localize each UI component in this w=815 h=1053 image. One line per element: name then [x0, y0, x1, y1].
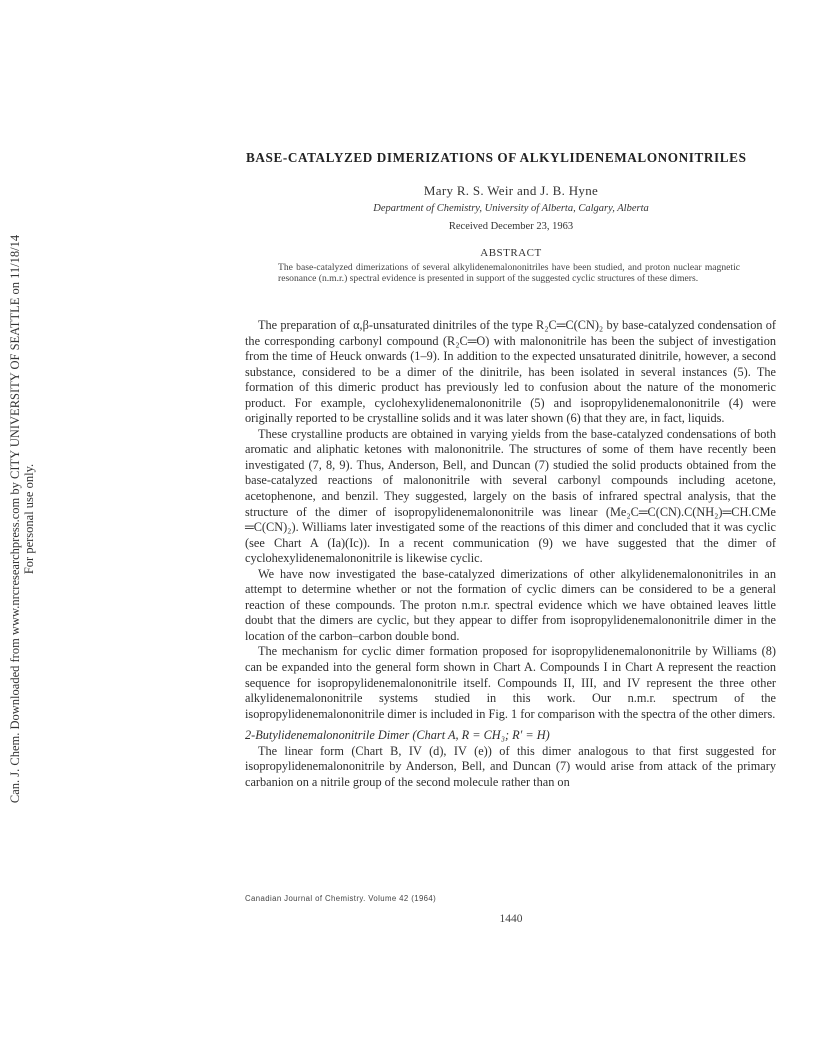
section-paragraph: The linear form (Chart B, IV (d), IV (e)) of this dimer analogous to that first suggested for isopropylidenemalononitrile by Anderson, Bell, and Duncan (7) would arise from attack of the primary carbanion on a nitrile group of the second molecule rather than on: [245, 743, 776, 789]
section-heading: 2-Butylidenemalononitrile Dimer (Chart A, R = CH₃; R′ = H): [245, 728, 550, 743]
abstract-heading: ABSTRACT: [480, 247, 542, 259]
download-stamp-line2: For personal use only.: [22, 463, 36, 575]
article-body: [245, 318, 776, 790]
page-number: 1440: [499, 913, 523, 925]
body-paragraph-1: The preparation of α,β-unsaturated dinitriles of the type R₂C═C(CN)₂ by base-catalyzed condensation of the corresponding carbonyl compound (R₂C═O) with malononitrile has been the subject of investigation from the time of Heuck onwards (1–9). In addition to the expected unsaturated dinitrile, however, a second substance, considered to be a dimer of the dinitrile, has been isolated in several instances (5). The formation of this dimeric product has previously led to confusion about the nature of the monomeric product. For example, cyclohexylidenemalononitrile (5) and isopropylidenemalononitrile (4) were originally reported to be crystalline solids and it was later shown (6) that they are, in fact, liquids.: [245, 318, 776, 426]
paper-title: BASE-CATALYZED DIMERIZATIONS OF ALKYLIDENEMALONONITRILES: [246, 150, 747, 165]
body-paragraph-4: The mechanism for cyclic dimer formation proposed for isopropylidenemalononitrile by Williams (8) can be expanded into the general form shown in Chart A. Compounds I in Chart A represent the reaction sequence for isopropylidenemalononitrile itself. Compounds II, III, and IV represent the three other alkylidenemalononitrile systems studied in this work. Our n.m.r. spectrum of the isopropylidenemalononitrile dimer is included in Fig. 1 for comparison with the spectra of the other dimers.: [245, 644, 776, 721]
affiliation: Department of Chemistry, University of Alberta, Calgary, Alberta: [373, 203, 649, 214]
received-date: Received December 23, 1963: [448, 221, 574, 232]
download-stamp: [8, 139, 36, 899]
journal-footer: Canadian Journal of Chemistry. Volume 42 (1964): [245, 894, 437, 903]
body-paragraph-3: We have now investigated the base-catalyzed dimerizations of other alkylidenemalononitriles in an attempt to determine whether or not the formation of cyclic dimers can be considered to be a general reaction of these compounds. The proton n.m.r. spectral evidence which we have obtained leaves little doubt that the dimers are cyclic, but they appear to differ from isopropylidenemalononitrile dimer in the location of the carbon–carbon double bond.: [245, 566, 776, 643]
download-stamp-line1: Can. J. Chem. Downloaded from www.nrcresearchpress.com by CITY UNIVERSITY OF SEATTLE on 11/18/14: [8, 234, 22, 804]
abstract-text: The base-catalyzed dimerizations of several alkylidenemalononitriles have been studied, and proton nuclear magnetic resonance (n.m.r.) spectral evidence is presented in support of the suggested cyclic structures of these dimers.: [278, 262, 740, 284]
authors: Mary R. S. Weir and J. B. Hyne: [423, 183, 599, 198]
body-paragraph-2: These crystalline products are obtained in varying yields from the base-catalyzed condensations of both aromatic and aliphatic ketones with malononitrile. The structures of some of them have recently been investigated (7, 8, 9). Thus, Anderson, Bell, and Duncan (7) studied the solid products obtained from the base-catalyzed reactions of malononitrile with several carbonyl compounds including acetone, acetophenone, and benzil. They suggested, largely on the basis of infrared spectral analysis, that the structure of the dimer of isopropylidenemalononitrile was linear (Me₂C═C(CN).C(NH₂)═CH.CMe ═C(CN)₂). Williams later investigated some of the reactions of this dimer and concluded that it was cyclic (see Chart A (Ia)(Ic)). In a recent communication (9) we have suggested that the dimer of cyclohexylidenemalononitrile is likewise cyclic.: [245, 426, 776, 566]
